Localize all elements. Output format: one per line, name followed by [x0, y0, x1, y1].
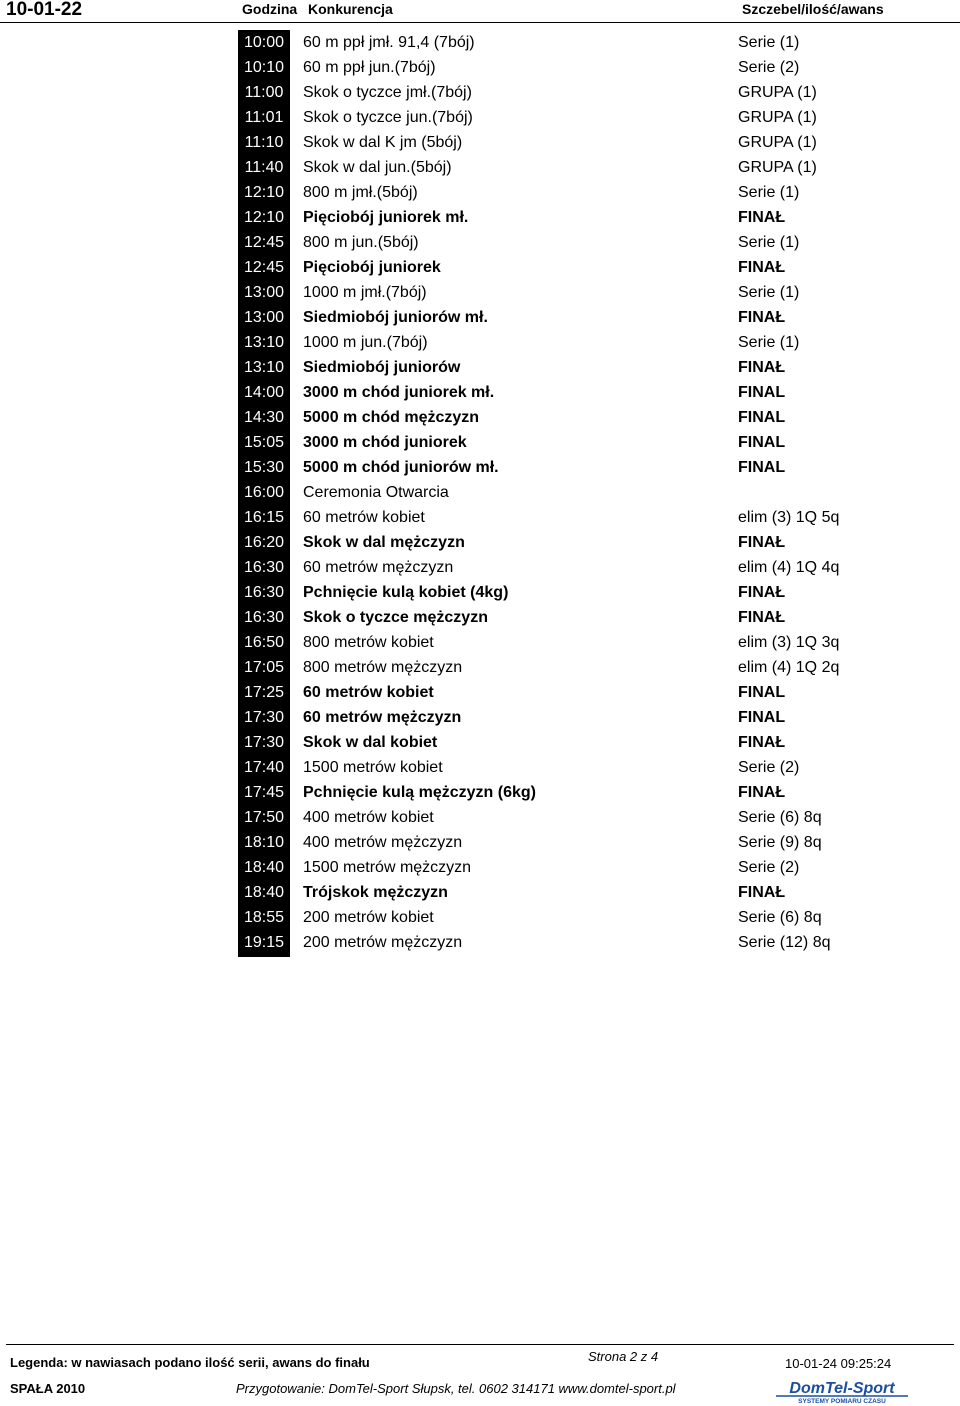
- table-row: [238, 505, 938, 530]
- table-row: [238, 205, 938, 230]
- row-time: 16:20: [238, 530, 290, 555]
- table-row: [238, 930, 938, 955]
- row-time: 19:15: [238, 930, 290, 957]
- row-event: 60 metrów mężczyzn: [303, 559, 454, 576]
- table-row: [238, 580, 938, 605]
- row-time: 11:01: [238, 105, 290, 130]
- row-time: 12:45: [238, 230, 290, 255]
- row-level: Serie (2): [738, 859, 800, 876]
- row-time: 13:00: [238, 280, 290, 305]
- row-level: FINAL: [738, 434, 786, 451]
- table-row: [238, 755, 938, 780]
- row-event: Siedmiobój juniorów: [303, 359, 461, 376]
- row-event: 800 metrów mężczyzn: [303, 659, 463, 676]
- row-event: 800 metrów kobiet: [303, 634, 434, 651]
- row-time: 17:40: [238, 755, 290, 780]
- table-row: [238, 30, 938, 55]
- row-level: FINAŁ: [738, 309, 786, 326]
- row-time: 17:50: [238, 805, 290, 830]
- row-event: 5000 m chód juniorów mł.: [303, 459, 499, 476]
- logo-tagline: SYSTEMY POMIARU CZASU: [798, 1398, 886, 1404]
- row-event: 800 m jun.(5bój): [303, 234, 419, 251]
- row-time: 12:45: [238, 255, 290, 280]
- row-event: 60 metrów kobiet: [303, 509, 425, 526]
- row-level: FINAL: [738, 459, 786, 476]
- row-event: Skok w dal kobiet: [303, 734, 438, 751]
- header-divider: [0, 22, 960, 23]
- row-time: 12:10: [238, 180, 290, 205]
- table-row: [238, 130, 938, 155]
- row-time: 17:25: [238, 680, 290, 705]
- table-row: [238, 280, 938, 305]
- row-time: 11:40: [238, 155, 290, 180]
- table-row: [238, 230, 938, 255]
- row-event: Skok w dal K jm (5bój): [303, 134, 463, 151]
- row-time: 12:10: [238, 205, 290, 230]
- row-time: 13:10: [238, 355, 290, 380]
- row-level: FINAŁ: [738, 584, 786, 601]
- row-level: Serie (1): [738, 184, 800, 201]
- row-event: 3000 m chód juniorek: [303, 434, 467, 451]
- row-time: 15:30: [238, 455, 290, 480]
- row-event: Skok w dal jun.(5bój): [303, 159, 452, 176]
- table-row: [238, 80, 938, 105]
- row-event: 60 m ppł jmł. 91,4 (7bój): [303, 34, 475, 51]
- row-time: 17:30: [238, 730, 290, 755]
- row-time: 11:00: [238, 80, 290, 105]
- row-event: Pięciobój juniorek mł.: [303, 209, 469, 226]
- row-time: 14:00: [238, 380, 290, 405]
- row-event: 3000 m chód juniorek mł.: [303, 384, 495, 401]
- table-row: [238, 155, 938, 180]
- table-row: [238, 180, 938, 205]
- column-header-event: Konkurencja: [308, 1, 393, 17]
- table-row: [238, 330, 938, 355]
- row-level: GRUPA (1): [738, 134, 817, 151]
- table-row: [238, 405, 938, 430]
- meet-date: 10-01-22: [6, 0, 83, 20]
- row-level: elim (3) 1Q 5q: [738, 509, 840, 526]
- row-level: FINAŁ: [738, 784, 786, 801]
- table-row: [238, 380, 938, 405]
- table-row: [238, 455, 938, 480]
- column-header-time: Godzina: [242, 1, 298, 17]
- row-event: 60 metrów mężczyzn: [303, 709, 462, 726]
- table-row: [238, 730, 938, 755]
- row-level: GRUPA (1): [738, 109, 817, 126]
- row-time: 11:10: [238, 130, 290, 155]
- row-time: 14:30: [238, 405, 290, 430]
- row-time: 16:00: [238, 480, 290, 505]
- table-row: [238, 530, 938, 555]
- row-event: Trójskok mężczyzn: [303, 884, 448, 901]
- row-time: 16:30: [238, 580, 290, 605]
- table-row: [238, 680, 938, 705]
- footer-legend: Legenda: w nawiasach podano ilość serii, awans do finału: [10, 1355, 370, 1370]
- row-event: Siedmiobój juniorów mł.: [303, 309, 488, 326]
- row-time: 18:10: [238, 830, 290, 855]
- logo-icon: [774, 1378, 910, 1404]
- column-header-level: Szczebel/ilość/awans: [742, 1, 884, 17]
- row-time: 18:40: [238, 855, 290, 880]
- table-row: [238, 355, 938, 380]
- row-event: Pchnięcie kulą kobiet (4kg): [303, 584, 509, 601]
- row-level: elim (3) 1Q 3q: [738, 634, 840, 651]
- page-header: [0, 0, 960, 24]
- row-level: Serie (2): [738, 759, 800, 776]
- event-name: SPAŁA 2010: [10, 1381, 86, 1396]
- row-level: FINAŁ: [738, 359, 786, 376]
- logo-name: DomTel-Sport: [789, 1380, 895, 1397]
- table-row: [238, 55, 938, 80]
- row-level: Serie (6) 8q: [738, 909, 822, 926]
- row-level: FINAL: [738, 409, 786, 426]
- table-row: [238, 555, 938, 580]
- row-event: Skok o tyczce mężczyzn: [303, 609, 488, 626]
- row-time: 17:05: [238, 655, 290, 680]
- row-event: 200 metrów kobiet: [303, 909, 434, 926]
- row-event: 5000 m chód mężczyzn: [303, 409, 480, 426]
- row-time: 13:00: [238, 305, 290, 330]
- table-row: [238, 480, 938, 505]
- table-row: [238, 630, 938, 655]
- row-level: FINAL: [738, 709, 786, 726]
- prepared-by: Przygotowanie: DomTel-Sport Słupsk, tel. 0602 314171 www.domtel-sport.pl: [236, 1381, 676, 1396]
- table-row: [238, 805, 938, 830]
- row-level: GRUPA (1): [738, 159, 817, 176]
- row-time: 10:00: [238, 30, 290, 55]
- row-event: 1500 metrów mężczyzn: [303, 859, 472, 876]
- row-level: GRUPA (1): [738, 84, 817, 101]
- row-level: Serie (6) 8q: [738, 809, 822, 826]
- row-event: Skok o tyczce jun.(7bój): [303, 109, 473, 126]
- schedule-table: [238, 30, 938, 955]
- row-level: elim (4) 1Q 4q: [738, 559, 840, 576]
- row-level: Serie (1): [738, 284, 800, 301]
- row-event: 1000 m jmł.(7bój): [303, 284, 427, 301]
- table-row: [238, 830, 938, 855]
- table-row: [238, 655, 938, 680]
- row-level: FINAŁ: [738, 884, 786, 901]
- row-level: Serie (1): [738, 334, 800, 351]
- row-time: 13:10: [238, 330, 290, 355]
- row-time: 16:50: [238, 630, 290, 655]
- row-level: FINAŁ: [738, 734, 786, 751]
- row-event: 60 metrów kobiet: [303, 684, 434, 701]
- row-time: 10:10: [238, 55, 290, 80]
- table-row: [238, 780, 938, 805]
- row-level: Serie (2): [738, 59, 800, 76]
- table-row: [238, 855, 938, 880]
- row-time: 16:15: [238, 505, 290, 530]
- row-level: FINAŁ: [738, 209, 786, 226]
- row-time: 15:05: [238, 430, 290, 455]
- row-time: 16:30: [238, 555, 290, 580]
- row-event: 1000 m jun.(7bój): [303, 334, 428, 351]
- print-timestamp: 10-01-24 09:25:24: [785, 1356, 892, 1371]
- page-number: Strona 2 z 4: [588, 1349, 659, 1364]
- domtel-sport-logo: [774, 1378, 910, 1404]
- row-event: Skok w dal mężczyzn: [303, 534, 465, 551]
- row-time: 16:30: [238, 605, 290, 630]
- row-event: Pięciobój juniorek: [303, 259, 441, 276]
- footer-divider: [6, 1344, 954, 1345]
- table-row: [238, 905, 938, 930]
- row-event: 400 metrów kobiet: [303, 809, 434, 826]
- row-level: elim (4) 1Q 2q: [738, 659, 840, 676]
- row-level: Serie (1): [738, 234, 800, 251]
- table-row: [238, 705, 938, 730]
- row-level: FINAŁ: [738, 609, 786, 626]
- table-row: [238, 305, 938, 330]
- table-row: [238, 105, 938, 130]
- table-row: [238, 430, 938, 455]
- row-event: Pchnięcie kulą mężczyzn (6kg): [303, 784, 536, 801]
- row-level: FINAL: [738, 384, 786, 401]
- row-event: 200 metrów mężczyzn: [303, 934, 463, 951]
- row-level: FINAŁ: [738, 534, 786, 551]
- row-event: 60 m ppł jun.(7bój): [303, 59, 436, 76]
- row-level: FINAL: [738, 684, 786, 701]
- row-level: Serie (12) 8q: [738, 934, 831, 951]
- row-event: 400 metrów mężczyzn: [303, 834, 463, 851]
- table-row: [238, 255, 938, 280]
- row-event: 1500 metrów kobiet: [303, 759, 443, 776]
- table-row: [238, 605, 938, 630]
- table-row: [238, 880, 938, 905]
- row-level: FINAŁ: [738, 259, 786, 276]
- row-level: Serie (1): [738, 34, 800, 51]
- row-event: Skok o tyczce jmł.(7bój): [303, 84, 472, 101]
- row-time: 17:45: [238, 780, 290, 805]
- row-level: Serie (9) 8q: [738, 834, 822, 851]
- row-event: Ceremonia Otwarcia: [303, 484, 449, 501]
- row-time: 17:30: [238, 705, 290, 730]
- row-time: 18:55: [238, 905, 290, 930]
- row-time: 18:40: [238, 880, 290, 905]
- row-event: 800 m jmł.(5bój): [303, 184, 418, 201]
